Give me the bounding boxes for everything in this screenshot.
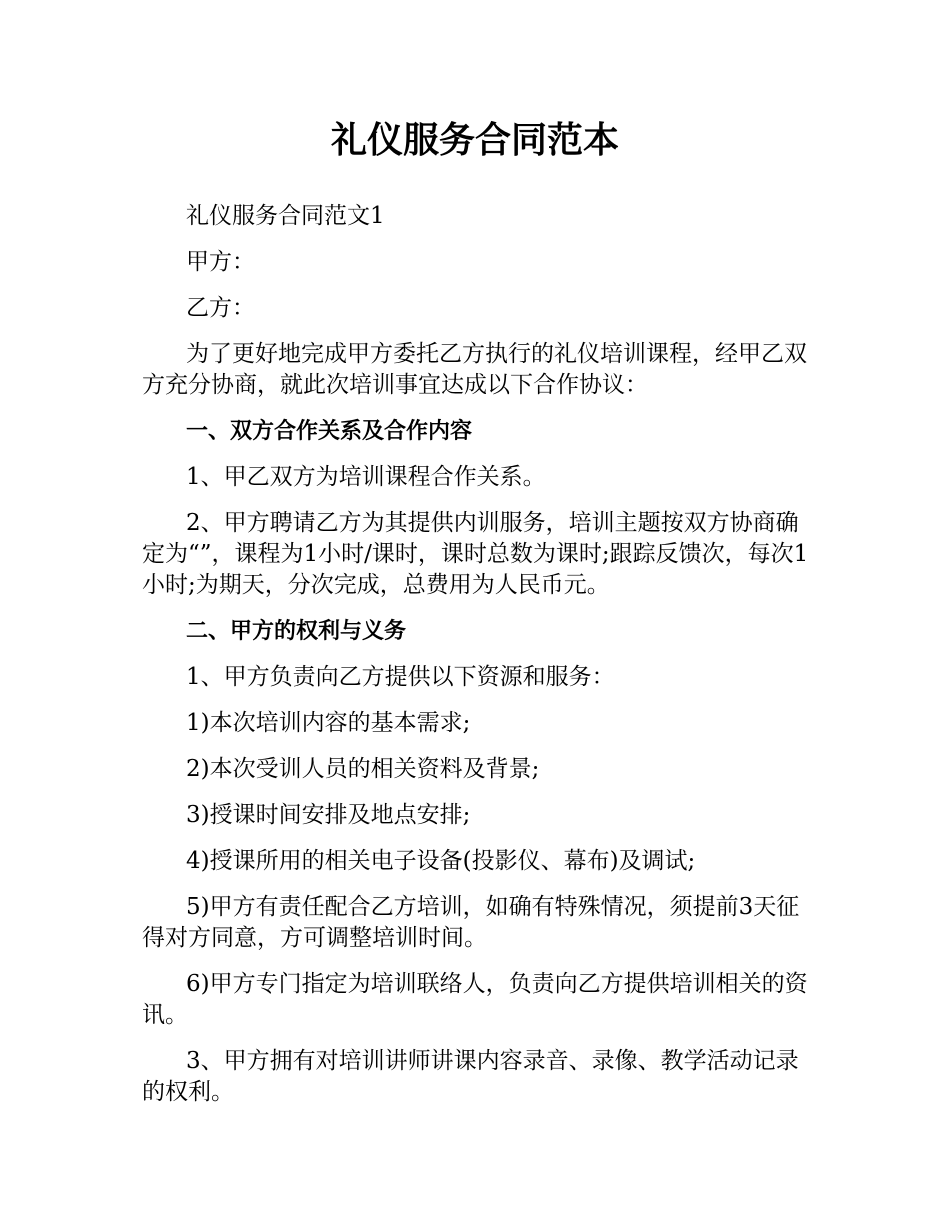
section-heading-1: 一、双方合作关系及合作内容 xyxy=(186,419,473,444)
paragraph-list-item: 6)甲方专门指定为培训联络人，负责向乙方提供培训相关的资讯。 xyxy=(142,971,808,1028)
paragraph-list-item: 1)本次培训内容的基本需求; xyxy=(186,710,471,736)
section-heading-2: 二、甲方的权利与义务 xyxy=(186,619,407,644)
paragraph-party-b: 乙方： xyxy=(186,295,255,321)
paragraph-clause: 3、甲方拥有对培训讲师讲课内容录音、录像、教学活动记录的权利。 xyxy=(142,1048,799,1105)
paragraph-clause: 1、甲乙双方为培训课程合作关系。 xyxy=(186,464,546,490)
document-title: 礼仪服务合同范本 xyxy=(330,120,619,161)
paragraph-preamble: 为了更好地完成甲方委托乙方执行的礼仪培训课程，经甲乙双方充分协商，就此次培训事宜达成以下合作协议： xyxy=(142,341,807,398)
paragraph-list-item: 3)授课时间安排及地点安排; xyxy=(186,802,471,828)
paragraph-clause: 2、甲方聘请乙方为其提供内训服务，培训主题按双方协商确定为“”，课程为1小时/课时，课时总数为课时;跟踪反馈次，每次1小时;为期天，分次完成，总费用为人民币元。 xyxy=(142,510,809,598)
document-body xyxy=(142,201,812,1123)
paragraph-party-a: 甲方： xyxy=(186,249,255,275)
paragraph-subtitle: 礼仪服务合同范文1 xyxy=(186,203,385,229)
paragraph-list-item: 5)甲方有责任配合乙方培训，如确有特殊情况，须提前3天征得对方同意，方可调整培训时间。 xyxy=(142,894,800,951)
paragraph-list-item: 4)授课所用的相关电子设备(投影仪、幕布)及调试; xyxy=(186,848,696,874)
paragraph-clause: 1、甲方负责向乙方提供以下资源和服务： xyxy=(186,664,615,690)
paragraph-list-item: 2)本次受训人员的相关资料及背景; xyxy=(186,756,540,782)
